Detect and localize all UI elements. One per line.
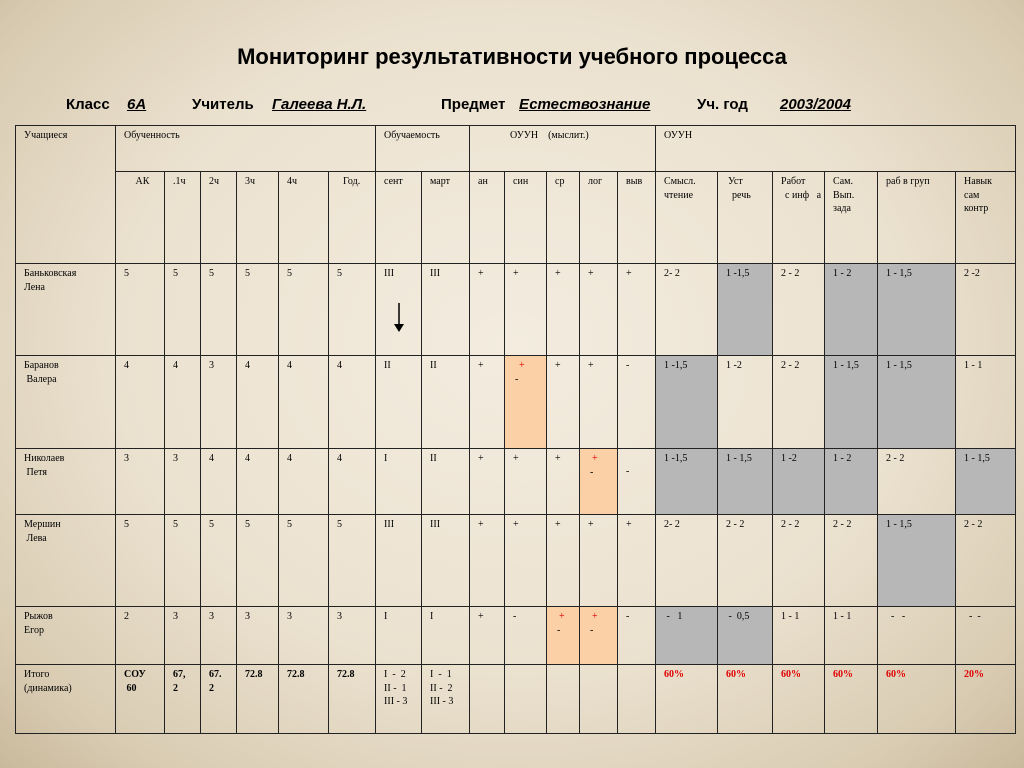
cell-sin: + — [505, 264, 547, 356]
student-name: Николаев Петя — [16, 449, 116, 515]
teacher-label: Учитель — [192, 96, 254, 113]
col-sin: син — [505, 172, 547, 264]
meta-line — [0, 96, 1024, 118]
cell-q1: 3 — [165, 607, 201, 665]
cell-log: + — [580, 356, 618, 449]
col-navyk: Навык сам контр — [956, 172, 1016, 264]
cell-ust: 1 - 1,5 — [718, 449, 773, 515]
cell-vyv: + — [618, 515, 656, 607]
header-obuchennost: Обученность — [116, 126, 376, 172]
cell-god: 4 — [329, 449, 376, 515]
cell-sent: I — [376, 449, 422, 515]
cell-sr: + - — [547, 607, 580, 665]
header-obuchaemost: Обучаемость — [376, 126, 470, 172]
cell-log: + - — [580, 449, 618, 515]
col-q4: 4ч — [279, 172, 329, 264]
cell-rabot: 2 - 2 — [773, 515, 825, 607]
cell-rabot: 2 - 2 — [773, 264, 825, 356]
cell-q1: 3 — [165, 449, 201, 515]
student-name: Баранов Валера — [16, 356, 116, 449]
total-navyk: 20% — [956, 665, 1016, 734]
cell-rabot: 1 -2 — [773, 449, 825, 515]
cell-q3: 5 — [237, 264, 279, 356]
cell-sr: + — [547, 449, 580, 515]
cell-vyv: - — [618, 356, 656, 449]
cell-q3: 3 — [237, 607, 279, 665]
student-name: Мершин Лева — [16, 515, 116, 607]
col-sam: Сам. Вып. зада — [825, 172, 878, 264]
col-rab-grup: раб в груп — [878, 172, 956, 264]
cell-ak: 5 — [116, 264, 165, 356]
cell-q4: 5 — [279, 264, 329, 356]
page-title: Мониторинг результативности учебного процесса — [237, 44, 787, 69]
cell-mart: I — [422, 607, 470, 665]
cell-ust: - 0,5 — [718, 607, 773, 665]
cell-ak: 4 — [116, 356, 165, 449]
cell-rab-grup: 1 - 1,5 — [878, 515, 956, 607]
year-value: 2003/2004 — [780, 96, 851, 113]
col-q1: .1ч — [165, 172, 201, 264]
total-q3: 72.8 — [237, 665, 279, 734]
cell-mart: II — [422, 449, 470, 515]
cell-sam: 1 - 2 — [825, 449, 878, 515]
cell-q4: 4 — [279, 356, 329, 449]
cell-an: + — [470, 264, 505, 356]
col-sr: ср — [547, 172, 580, 264]
cell-q1: 4 — [165, 356, 201, 449]
cell-sent: III — [376, 515, 422, 607]
col-q3: 3ч — [237, 172, 279, 264]
col-q2: 2ч — [201, 172, 237, 264]
cell-q2: 4 — [201, 449, 237, 515]
cell-sent: III — [376, 264, 422, 356]
cell-rabot: 2 - 2 — [773, 356, 825, 449]
cell-mart: II — [422, 356, 470, 449]
cell-sent: II — [376, 356, 422, 449]
cell-rab-grup: 1 - 1,5 — [878, 356, 956, 449]
header-students: Учащиеся — [16, 126, 116, 264]
cell-ak: 5 — [116, 515, 165, 607]
cell-god: 3 — [329, 607, 376, 665]
cell-rab-grup: 2 - 2 — [878, 449, 956, 515]
cell-log: + — [580, 264, 618, 356]
cell-q2: 5 — [201, 264, 237, 356]
table-row — [16, 264, 1016, 356]
student-name: Рыжов Егор — [16, 607, 116, 665]
cell-vyv: + — [618, 264, 656, 356]
cell-navyk: 1 - 1 — [956, 356, 1016, 449]
cell-smysl: 2- 2 — [656, 515, 718, 607]
cell-an: + — [470, 607, 505, 665]
cell-q3: 4 — [237, 356, 279, 449]
cell-q4: 4 — [279, 449, 329, 515]
cell-smysl: 1 -1,5 — [656, 356, 718, 449]
cell-sam: 2 - 2 — [825, 515, 878, 607]
cell-rab-grup: 1 - 1,5 — [878, 264, 956, 356]
col-log: лог — [580, 172, 618, 264]
cell-log: + — [580, 515, 618, 607]
cell-ust: 2 - 2 — [718, 515, 773, 607]
col-god: Год. — [329, 172, 376, 264]
cell-mart: III — [422, 515, 470, 607]
header-ouun-myslit: ОУУН (мыслит.) — [470, 126, 656, 172]
cell-navyk: - - — [956, 607, 1016, 665]
cell-sr: + — [547, 356, 580, 449]
total-row — [16, 665, 1016, 734]
col-rabot: Работ а с инф — [773, 172, 825, 264]
total-rabot: 60% — [773, 665, 825, 734]
down-arrow-icon — [392, 303, 406, 333]
cell-q2: 3 — [201, 607, 237, 665]
cell-sin: - — [505, 607, 547, 665]
total-ust: 60% — [718, 665, 773, 734]
total-vyv — [618, 665, 656, 734]
cell-vyv: - — [618, 607, 656, 665]
cell-navyk: 2 - 2 — [956, 515, 1016, 607]
cell-sr: + — [547, 515, 580, 607]
total-q4: 72.8 — [279, 665, 329, 734]
cell-q2: 5 — [201, 515, 237, 607]
header-row-2 — [16, 172, 1016, 264]
cell-rabot: 1 - 1 — [773, 607, 825, 665]
cell-q3: 5 — [237, 515, 279, 607]
cell-navyk: 2 -2 — [956, 264, 1016, 356]
total-sr — [547, 665, 580, 734]
cell-q3: 4 — [237, 449, 279, 515]
monitoring-table — [15, 125, 1016, 734]
class-value: 6А — [127, 96, 147, 113]
total-an — [470, 665, 505, 734]
total-sam: 60% — [825, 665, 878, 734]
total-mart: I - 1 II - 2 III - 3 — [422, 665, 470, 734]
cell-navyk: 1 - 1,5 — [956, 449, 1016, 515]
cell-sent: I — [376, 607, 422, 665]
cell-sin: + — [505, 515, 547, 607]
cell-q1: 5 — [165, 515, 201, 607]
col-sent: сент — [376, 172, 422, 264]
col-ust: Уст речь — [718, 172, 773, 264]
cell-sr: + — [547, 264, 580, 356]
year-label: Уч. год — [697, 96, 748, 113]
col-an: ан — [470, 172, 505, 264]
cell-sin: + — [505, 449, 547, 515]
col-smysl: Смысл. чтение — [656, 172, 718, 264]
cell-rab-grup: - - — [878, 607, 956, 665]
subject-label: Предмет — [441, 96, 506, 113]
cell-sin: + - — [505, 356, 547, 449]
total-sent: I - 2 II - 1 III - 3 — [376, 665, 422, 734]
cell-q1: 5 — [165, 264, 201, 356]
cell-god: 5 — [329, 264, 376, 356]
total-q2: 67. 2 — [201, 665, 237, 734]
col-mart: март — [422, 172, 470, 264]
total-ak: СОУ 60 — [116, 665, 165, 734]
table-row — [16, 607, 1016, 665]
total-smysl: 60% — [656, 665, 718, 734]
col-vyv: выв — [618, 172, 656, 264]
cell-smysl: - 1 — [656, 607, 718, 665]
cell-ust: 1 -2 — [718, 356, 773, 449]
total-q1: 67, 2 — [165, 665, 201, 734]
class-label: Класс — [66, 96, 110, 113]
cell-smysl: 2- 2 — [656, 264, 718, 356]
cell-an: + — [470, 515, 505, 607]
cell-ak: 3 — [116, 449, 165, 515]
table-row — [16, 449, 1016, 515]
cell-god: 5 — [329, 515, 376, 607]
cell-q4: 5 — [279, 515, 329, 607]
cell-log: + - — [580, 607, 618, 665]
cell-sam: 1 - 1 — [825, 607, 878, 665]
total-god: 72.8 — [329, 665, 376, 734]
teacher-value: Галеева Н.Л. — [272, 96, 367, 113]
header-ouun: ОУУН — [656, 126, 1016, 172]
cell-mart: III — [422, 264, 470, 356]
cell-sam: 1 - 1,5 — [825, 356, 878, 449]
cell-smysl: 1 -1,5 — [656, 449, 718, 515]
student-name: Баньковская Лена — [16, 264, 116, 356]
cell-ak: 2 — [116, 607, 165, 665]
cell-ust: 1 -1,5 — [718, 264, 773, 356]
col-ak: АК — [116, 172, 165, 264]
total-log — [580, 665, 618, 734]
subject-value: Естествознание — [519, 96, 651, 113]
table-row — [16, 356, 1016, 449]
total-sin — [505, 665, 547, 734]
cell-vyv: - — [618, 449, 656, 515]
cell-sam: 1 - 2 — [825, 264, 878, 356]
cell-an: + — [470, 449, 505, 515]
header-row-1 — [16, 126, 1016, 172]
total-rab-grup: 60% — [878, 665, 956, 734]
cell-god: 4 — [329, 356, 376, 449]
table-row — [16, 515, 1016, 607]
cell-q4: 3 — [279, 607, 329, 665]
total-label: Итого (динамика) — [16, 665, 116, 734]
cell-q2: 3 — [201, 356, 237, 449]
cell-an: + — [470, 356, 505, 449]
